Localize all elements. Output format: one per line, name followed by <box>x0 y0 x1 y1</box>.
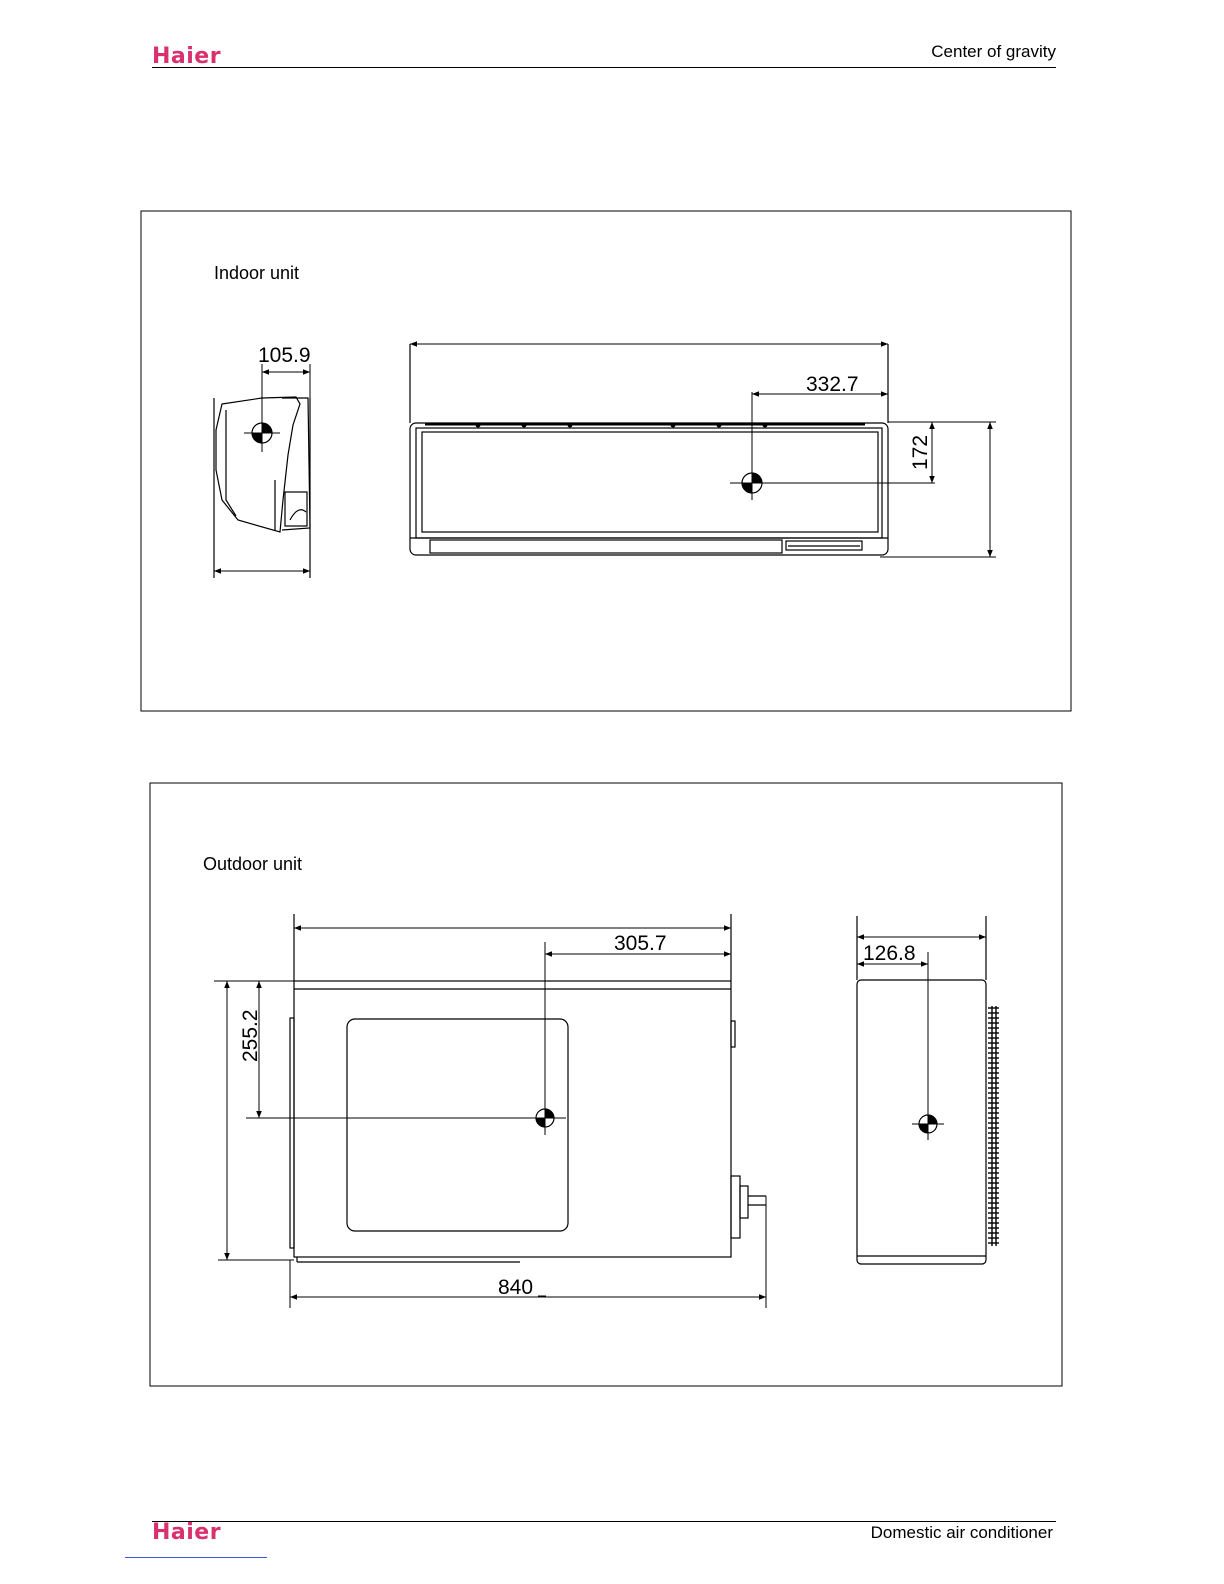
indoor-side-depth-dim: 105.9 <box>258 344 311 367</box>
indoor-unit-label: Indoor unit <box>214 263 300 283</box>
indoor-front-width-dim: 332.7 <box>806 373 859 396</box>
outdoor-overall-width-dim: 840 <box>498 1276 534 1299</box>
outdoor-side-depth-dim: 126.8 <box>863 942 916 965</box>
section-title: Center of gravity <box>931 42 1056 61</box>
document-name: Domestic air conditioner <box>870 1523 1053 1542</box>
indoor-front-cog-marker <box>730 392 935 500</box>
outdoor-front-view <box>290 914 766 1262</box>
outdoor-side-fin-guard <box>988 1006 999 1246</box>
indoor-front-height-dim: 172 <box>909 434 932 470</box>
outdoor-front-width-dim: 305.7 <box>614 932 667 955</box>
indoor-side-dimensions <box>214 364 310 571</box>
outdoor-side-view <box>857 916 986 1264</box>
outdoor-front-height-dim: 255.2 <box>239 1009 262 1062</box>
link-underline <box>125 1557 267 1558</box>
haier-logo-header: Haier <box>152 44 222 69</box>
outdoor-unit-label: Outdoor unit <box>203 854 303 874</box>
footer-divider <box>152 1521 1056 1522</box>
haier-logo-footer: Haier <box>152 1520 222 1545</box>
